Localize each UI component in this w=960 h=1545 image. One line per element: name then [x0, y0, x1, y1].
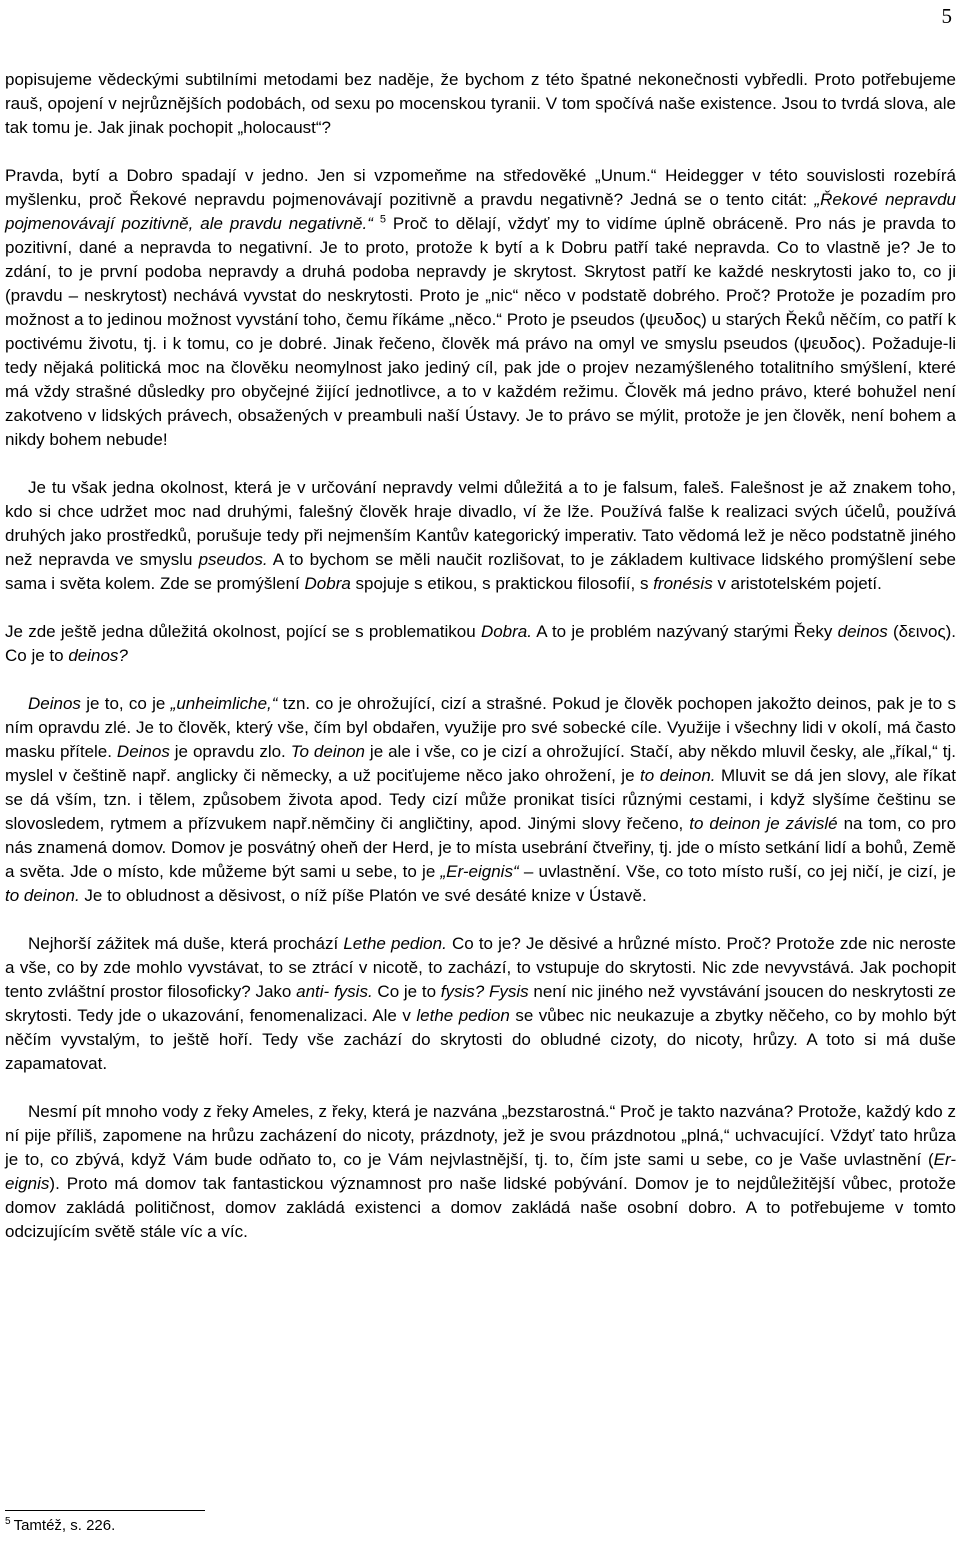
text-segment: to deinon. — [5, 886, 80, 905]
text-segment — [373, 214, 380, 233]
text-segment: Dobra — [304, 574, 351, 593]
paragraph — [5, 932, 956, 1076]
text-segment: není nic jiného než vyvstávání jsoucen do neskrytosti ze skrytosti. Tedy jde o ukazování, fenomenalizaci. Ale v — [5, 982, 956, 1025]
text-segment: A to bychom se měli naučit rozlišovat, to je základem kultivace lidského promýšlení sebe sama i světa kolem. Zde se promýšlení — [5, 550, 956, 593]
text-segment: to deinon je závislé — [689, 814, 838, 833]
paragraph — [5, 1100, 956, 1244]
text-segment: spojuje s etikou, s praktickou filosofií, s — [350, 574, 654, 593]
text-segment: je to, co je — [80, 694, 171, 713]
text-segment: Dobra. — [480, 622, 532, 641]
text-segment: pseudos. — [198, 550, 268, 569]
footnote-separator — [5, 1510, 205, 1511]
text-segment: fronésis — [653, 574, 713, 593]
paragraph — [5, 476, 956, 596]
text-segment: fysis? Fysis — [440, 982, 529, 1001]
text-segment: je opravdu zlo. — [169, 742, 291, 761]
text-segment: se vůbec nic neukazuje a zbytky něčeho, co by mohlo být něčím vyvstalým, to ještě hoří. Tedy vše zachází do skrytosti do obludné cizoty, do nicoty, hrůzy. A toto si má duše zapamatovat. — [5, 1006, 957, 1073]
text-segment: to deinon. — [640, 766, 716, 785]
text-segment: Deinos — [28, 694, 81, 713]
text-segment: Pravda, bytí a Dobro spadají v jedno. Jen si vzpomeňme na středověké „Unum.“ Heidegger v této souvislosti rozebírá myšlenku, proč Řekové nepravdu pojmenovávají pozitivně a pravdu negativně? Jedná se o tento citát: — [5, 166, 956, 209]
text-segment: To deinon — [290, 742, 365, 761]
text-segment: „Er-eignis“ — [440, 862, 519, 881]
text-segment: deinos — [837, 622, 888, 641]
text-segment: v aristotelském pojetí. — [712, 574, 882, 593]
text-segment: Je tu však jedna okolnost, která je v určování nepravdy velmi důležitá a to je falsum, faleš. Falešnost je až znakem toho, kdo si chce udržet moc nad druhými, falešný člověk hraje divadlo, ví že lže. Používá falše k realizaci svých účelů, používá druhých jako prostředků, porušuje tedy při nejmenším Kantův kategorický imperativ. Tato vědomá lež je něco podstatně jiného než nepravda ve smyslu — [5, 478, 956, 569]
text-segment: Co to je? Je děsivé a hrůzné místo. Proč? Protože zde nic neroste a vše, co by zde mohlo vyvstávat, to se ztrácí v nicotě, to zachází, to vstupuje do skrytosti. Nic zde nevyvstává. Jak pochopit tento zvláštní prostor filosoficky? Jako — [5, 934, 957, 1001]
text-segment: Nesmí pít mnoho vody z řeky Ameles, z řeky, která je nazvána „bezstarostná.“ Proč je takto nazvána? Protože, každý kdo z ní pije příliš, zapomene na hrůzu zacházení do nicoty, prázdnoty, jež je svou prázdnotou „plná,“ uchvacující. Vždyť tato hrůza je to, co zbývá, když Vám bude odňato to, co je Vám nejvlastnější, tj. to, čím jste sami u sebe, co je Vaše uvlastnění ( — [5, 1102, 956, 1169]
document-body — [5, 68, 956, 1244]
text-segment: anti- fysis. — [296, 982, 373, 1001]
text-segment: Deinos — [116, 742, 170, 761]
text-segment: „Řekové nepravdu pojmenovávají pozitivně, ale pravdu negativně.“ — [5, 190, 956, 233]
text-segment: Je to obludnost a děsivost, o níž píše Platón ve své desáté knize v Ústavě. — [79, 886, 647, 905]
text-segment: deinos? — [68, 646, 128, 665]
paragraph — [5, 164, 956, 452]
text-segment: (δεινος). Co je to — [5, 622, 957, 665]
footnote-mark: 5 — [5, 1516, 11, 1527]
text-segment: Co je to — [372, 982, 441, 1001]
text-segment: je ale i vše, co je cizí a ohrožující. Stačí, aby někdo mluvil česky, ale „říkal,“ tj. myslel v češtině např. anglicky či německy, a už pociťujeme něco jako ohrožení, je — [5, 742, 956, 785]
page-number: 5 — [941, 4, 952, 28]
text-segment: lethe pedion — [416, 1006, 510, 1025]
paragraph — [5, 692, 956, 908]
text-segment: na tom, co pro nás znamená domov. Domov je posvátný oheň der Herd, je to místa usebrání čtveřiny, tj. jde o místo setkání lidí a bohů, Země a světa. Jde o místo, kde můžeme být sami u sebe, to je — [5, 814, 957, 881]
text-segment: – uvlastnění. Vše, co toto místo ruší, co jej ničí, je cizí, je — [518, 862, 956, 881]
text-segment: popisujeme vědeckými subtilními metodami bez naděje, že bychom z této špatné nekonečnosti vybředli. Proto potřebujeme rauš, opojení v nejrůznějších podobách, od sexu po mocenskou tyranii. V tom spočívá naše existence. Jsou to tvrdá slova, ale tak tomu je. Jak jinak pochopit „holocaust“? — [5, 70, 956, 137]
text-segment: Nejhorší zážitek má duše, která prochází — [28, 934, 344, 953]
footnote — [5, 1517, 115, 1534]
paragraph — [5, 620, 956, 668]
text-segment: „unheimliche,“ — [170, 694, 278, 713]
footnote-reference: 5 — [379, 213, 386, 226]
text-segment: A to je problém nazývaný starými Řeky — [531, 622, 838, 641]
text-segment: ). Proto má domov tak fantastickou významnost pro naše lidské pobývání. Domov je to nejdůležitější vůbec, protože domov zakládá političnost, domov zakládá existenci a domov zakládá naše osobní dobro. A to potřebujeme v tomto odcizujícím světě stále víc a víc. — [5, 1174, 956, 1241]
paragraph — [5, 68, 956, 140]
text-segment: Je zde ještě jedna důležitá okolnost, pojící se s problematikou — [5, 622, 481, 641]
text-segment: Er-eignis — [5, 1150, 956, 1193]
text-segment: Lethe pedion. — [343, 934, 447, 953]
footnote-text: Tamtéž, s. 226. — [13, 1517, 116, 1534]
text-segment: Proč to dělají, vždyť my to vidíme úplně obráceně. Pro nás je pravda to pozitivní, dané a nepravda to negativní. Je to proto, protože k bytí a k Dobru patří také nepravda. Co to vlastně je? Je to zdání, to je první podoba nepravdy a druhá podoba nepravdy je skrytost. Skrytost patří ke každé neskrytosti jako to, co ji (pravdu – neskrytost) nechává vyvstat do neskrytosti. Proto je „nic“ něco v podstatě dobrého. Proč? Protože je pozadím pro možnost a to jedinou možnost vyvstání toho, čemu říkáme „něco.“ Proto je pseudos (ψευδος) u starých Řeků něčím, co patří k poctivému životu, tj. i k tomu, co je dobré. Jinak řečeno, člověk má právo na omyl ve smyslu pseudos (ψευδος). Požaduje-li tedy nějaká politická moc na člověku neomylnost jako jediný cíl, pak jde o projev nezamýšleného totalitního smýšlení, které má vždy strašné důsledky pro obyčejné žijící jednotlivce, a to v každém režimu. Člověk má jedno právo, které bohužel není zakotveno v lidských právech, obsažených v preambuli naší Ústavy. Je to právo se mýlit, protože je jen člověk, není bohem a nikdy bohem nebude! — [5, 214, 956, 449]
text-segment: Mluvit se dá jen slovy, ale říkat se dá vším, tzn. i tělem, způsobem života apod. Tedy cizí může pronikat tisíci různými cestami, i když slyšíme češtinu se slovosledem, rytmem a přízvukem např.němčiny či angličtiny, apod. Jinými slovy řečeno, — [5, 766, 956, 833]
text-segment: tzn. co je ohrožující, cizí a strašné. Pokud je člověk pochopen jakožto deinos, pak je to s ním opravdu zlé. Je to člověk, který vše, čím byl obdařen, využije pro své sobecké cíle. Využije i všechny lidi v okolí, má často masku přítele. — [5, 694, 956, 761]
